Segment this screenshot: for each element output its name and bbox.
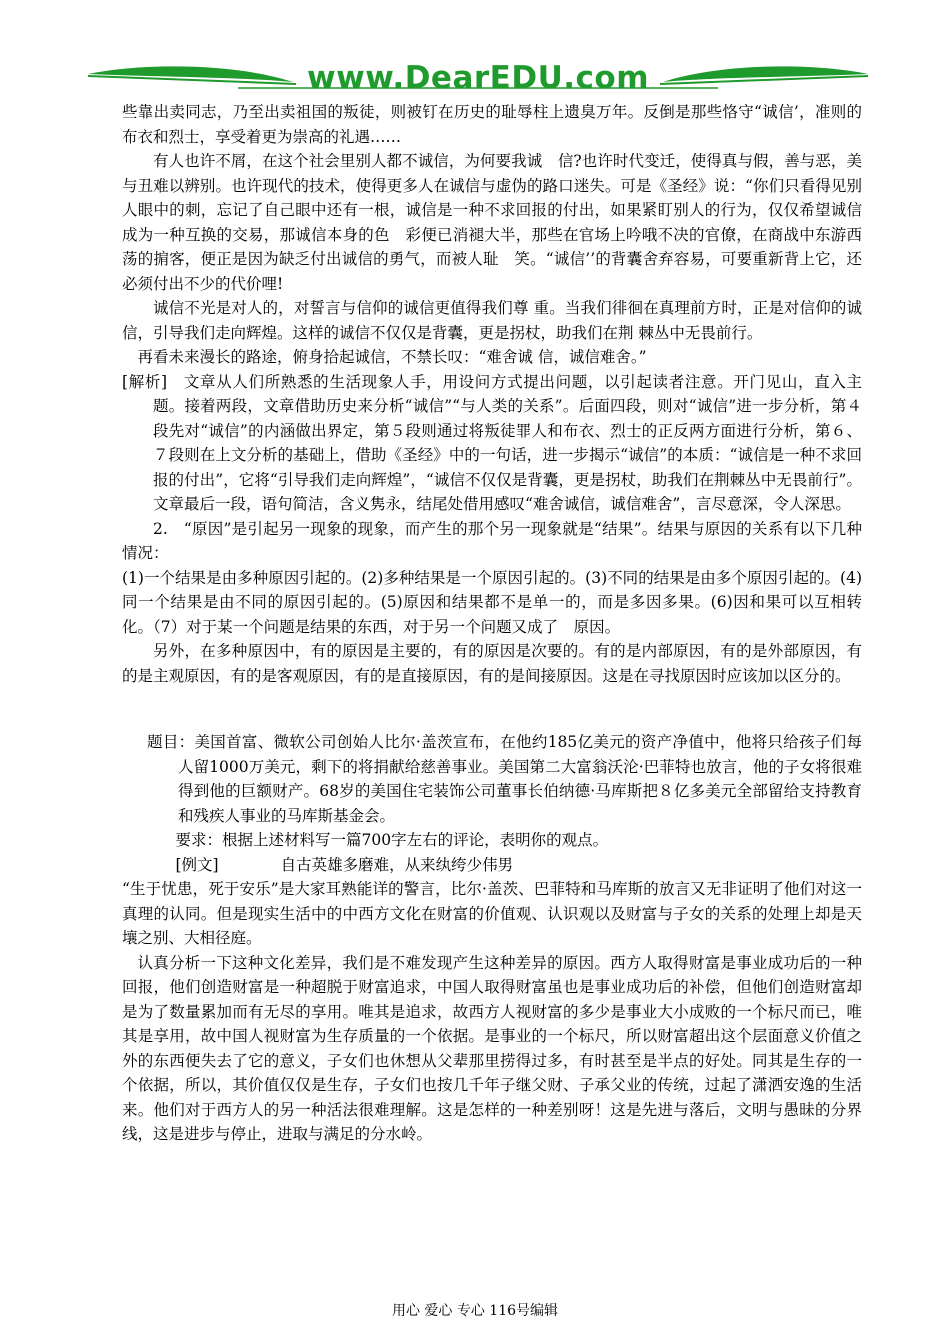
paragraph: 2. “原因”是引起另一现象的现象，而产生的那个另一现象就是“结果”。结果与原因的关系有以下几种情况：	[122, 519, 862, 562]
example-heading	[160, 853, 862, 878]
paragraph: 些靠出卖同志，乃至出卖祖国的叛徒，则被钉在历史的耻辱柱上遗臭万年。反倒是那些恪守“诚信’，准则的布衣和烈士，享受着更为崇高的礼遇……	[122, 103, 862, 146]
example-title: 自古英雄多磨难，从来纨绔少伟男	[280, 855, 514, 874]
paragraph: (1)一个结果是由多种原因引起的。(2)多种结果是一个原因引起的。(3)不同的结果是由多个原因引起的。(4) 同一个结果是由不同的原因引起的。(5)原因和结果都不是单一的，而是多因多果。(6)因和果可以互相转化。（7）对于某一个问题是结果的东西，对于另一个问题又成了 原因。	[122, 568, 878, 636]
paragraph: 诚信不光是对人的，对誓言与信仰的诚信更值得我们尊 重。当我们徘徊在真理前方时，正是对信仰的诚信，引导我们走向辉煌。这样的诚信不仅仅是背囊，更是拐杖，助我们在荆 棘丛中无畏前行。	[122, 299, 862, 342]
page-footer: 用心 爱心 专心 116号编辑	[391, 1303, 559, 1319]
paragraph: 另外，在多种原因中，有的原因是主要的，有的原因是次要的。有的是内部原因，有的是外部原因，有的是主观原因，有的是客观原因，有的是直接原因，有的是间接原因。这是在寻找原因时应该加以区分的。	[122, 642, 862, 685]
analysis-paragraph: [解析] 文章从人们所熟悉的生活现象人手，用设问方式提出问题，以引起读者注意。开门见山，直入主题。接着两段，文章借助历史来分析“诚信”“与人类的关系”。后面四段，则对“诚信”进一步分析，第４段先对“诚信”的内涵做出界定，第５段则通过将叛徒罪人和布衣、烈士的正反两方面进行分析，第６、７段则在上文分析的基础上，借助《圣经》中的一句话，进一步揭示“诚信”的本质：“诚信是一种不求回报的付出”，它将“引导我们走向辉煌”，“诚信不仅仅是背囊，更是拐杖，助我们在荆棘丛中无畏前行”。文章最后一段，语句简洁，含义隽永，结尾处借用感叹“难舍诚信，诚信难舍”，言尽意深，令人深思。	[122, 372, 862, 513]
page-header	[88, 58, 868, 98]
paragraph: 再看未来漫长的路途，俯身拾起诚信，不禁长叹：“难舍诚 信，诚信难舍。”	[137, 348, 647, 366]
paragraph: “生于忧患，死于安乐”是大家耳熟能详的警言，比尔·盖茨、巴菲特和马库斯的放言又无非证明了他们对这一真理的认同。但是现实生活中的中西方文化在财富的价值观、认识观以及财富与子女的关系的处理上却是天壤之别、大相径庭。	[122, 880, 862, 947]
document-body	[122, 100, 878, 1147]
paragraph: 认真分析一下这种文化差异，我们是不难发现产生这种差异的原因。西方人取得财富是事业成功后的一种回报，他们创造财富是一种超脱于财富追求，中国人取得财富虽也是事业成功后的补偿，但他们创造财富却是为了数量累加而有无尽的享用。唯其是追求，故西方人视财富的多少是事业大小成败的一个标尺而已，唯其是享用，故中国人视财富为生存质量的一个依据。是事业的一个标尺，所以财富超出这个层面意义价值之外的东西便失去了它的意义，子女们也休想从父辈那里捞得过多，有时甚至是半点的好处。同其是生存的一个依据，所以，其价值仅仅是生存，子女们也按几千年子继父财、子承父业的传统，过起了潇洒安逸的生活来。他们对于西方人的另一种活法很难理解。这是怎样的一种差别呀！这是先进与落后，文明与愚昧的分界线，这是进步与停止，进取与满足的分水岭。	[122, 953, 862, 1143]
problem-statement: 题目：美国首富、微软公司创始人比尔·盖茨宣布，在他约185亿美元的资产净值中，他将只给孩子们每人留1000万美元，剩下的将捐献给慈善事业。美国第二大富翁沃沦·巴菲特也放言，他的子女将很难得到他的巨额财产。68岁的美国住宅装饰公司董事长伯纳德·马库斯把８亿多美元全部留给支持教育和残疾人事业的马库斯基金会。	[147, 733, 862, 825]
site-logo: www.DearEDU.com	[306, 60, 649, 96]
paragraph: 有人也许不屑，在这个社会里别人都不诚信，为何要我诚 信?也许时代变迁，使得真与假，善与恶，美与丑难以辨别。也许现代的技术，使得更多人在诚信与虚伪的路口迷失。可是《圣经》说：“你们只看得见别人眼中的刺，忘记了自己眼中还有一根，诚信是一种不求回报的付出，如果紧盯别人的行为，仅仅希望诚信成为一种互换的交易，那诚信本身的色 彩便已消褪大半，那些在官场上吟哦不决的官僚，在商战中东游西荡的掮客，便正是因为缺乏付出诚信的勇气，而被人耻 笑。“诚信’’的背囊舍弃容易，可要重新背上它，还必须付出不少的代价哩!	[122, 152, 862, 293]
example-label: [例文]	[175, 855, 219, 874]
requirement: 要求：根据上述材料写一篇700字左右的评论，表明你的观点。	[175, 831, 609, 849]
